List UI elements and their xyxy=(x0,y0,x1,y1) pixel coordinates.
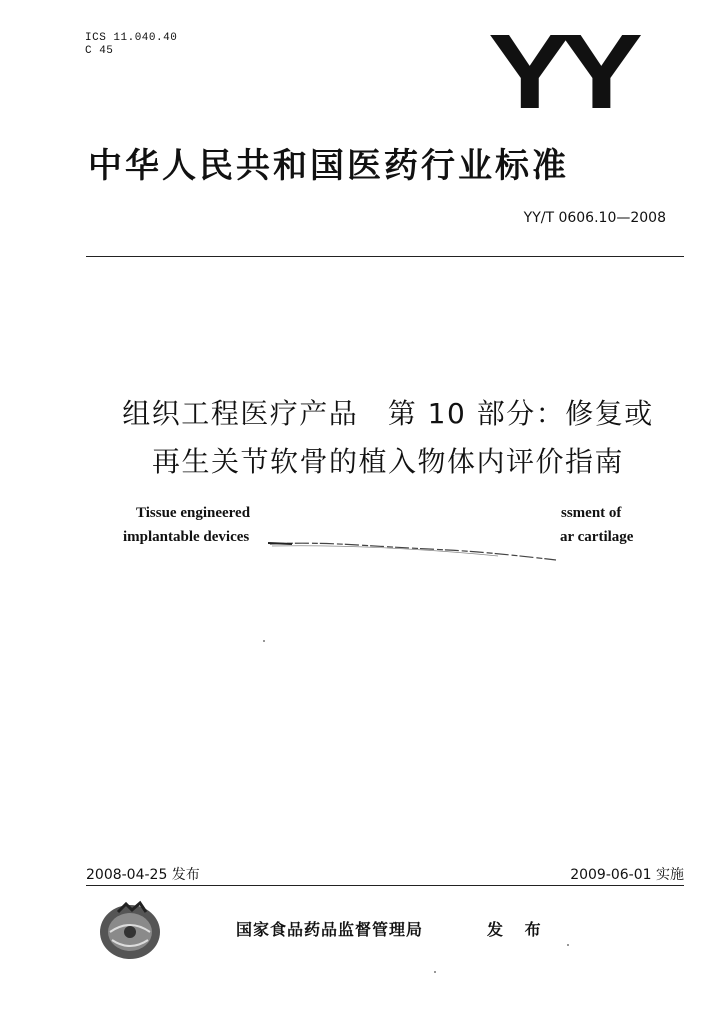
issuer-seal-icon xyxy=(96,898,164,962)
english-title-line1-left: Tissue engineered xyxy=(136,505,251,521)
english-title-line2-right: ar cartilage xyxy=(560,529,634,545)
standard-number: YY/T 0606.10—2008 xyxy=(523,210,666,226)
ccs-code: C 45 xyxy=(85,45,114,57)
implementation-date: 2009-06-01 实施 xyxy=(570,867,684,883)
scan-speck xyxy=(434,971,436,973)
document-title-line2: 再生关节软骨的植入物体内评价指南 xyxy=(151,445,624,478)
publish-label: 发 布 xyxy=(487,920,549,939)
scan-speck xyxy=(567,944,569,946)
scan-smear xyxy=(268,538,558,566)
issuer-name: 国家食品药品监督管理局 xyxy=(236,920,424,939)
header-divider xyxy=(86,256,684,257)
footer-divider xyxy=(86,885,684,886)
document-title-line1: 组织工程医疗产品 第 10 部分：修复或 xyxy=(122,397,654,430)
english-title-line2-left: implantable devices xyxy=(123,529,250,545)
yy-logo: YY xyxy=(488,13,632,131)
classification-codes xyxy=(85,32,177,58)
english-title-line1-right: ssment of xyxy=(561,505,622,521)
standard-title: 中华人民共和国医药行业标准 xyxy=(88,146,569,186)
scan-speck xyxy=(263,640,265,642)
release-date: 2008-04-25 发布 xyxy=(86,867,200,883)
ics-code: ICS 11.040.40 xyxy=(85,32,178,44)
